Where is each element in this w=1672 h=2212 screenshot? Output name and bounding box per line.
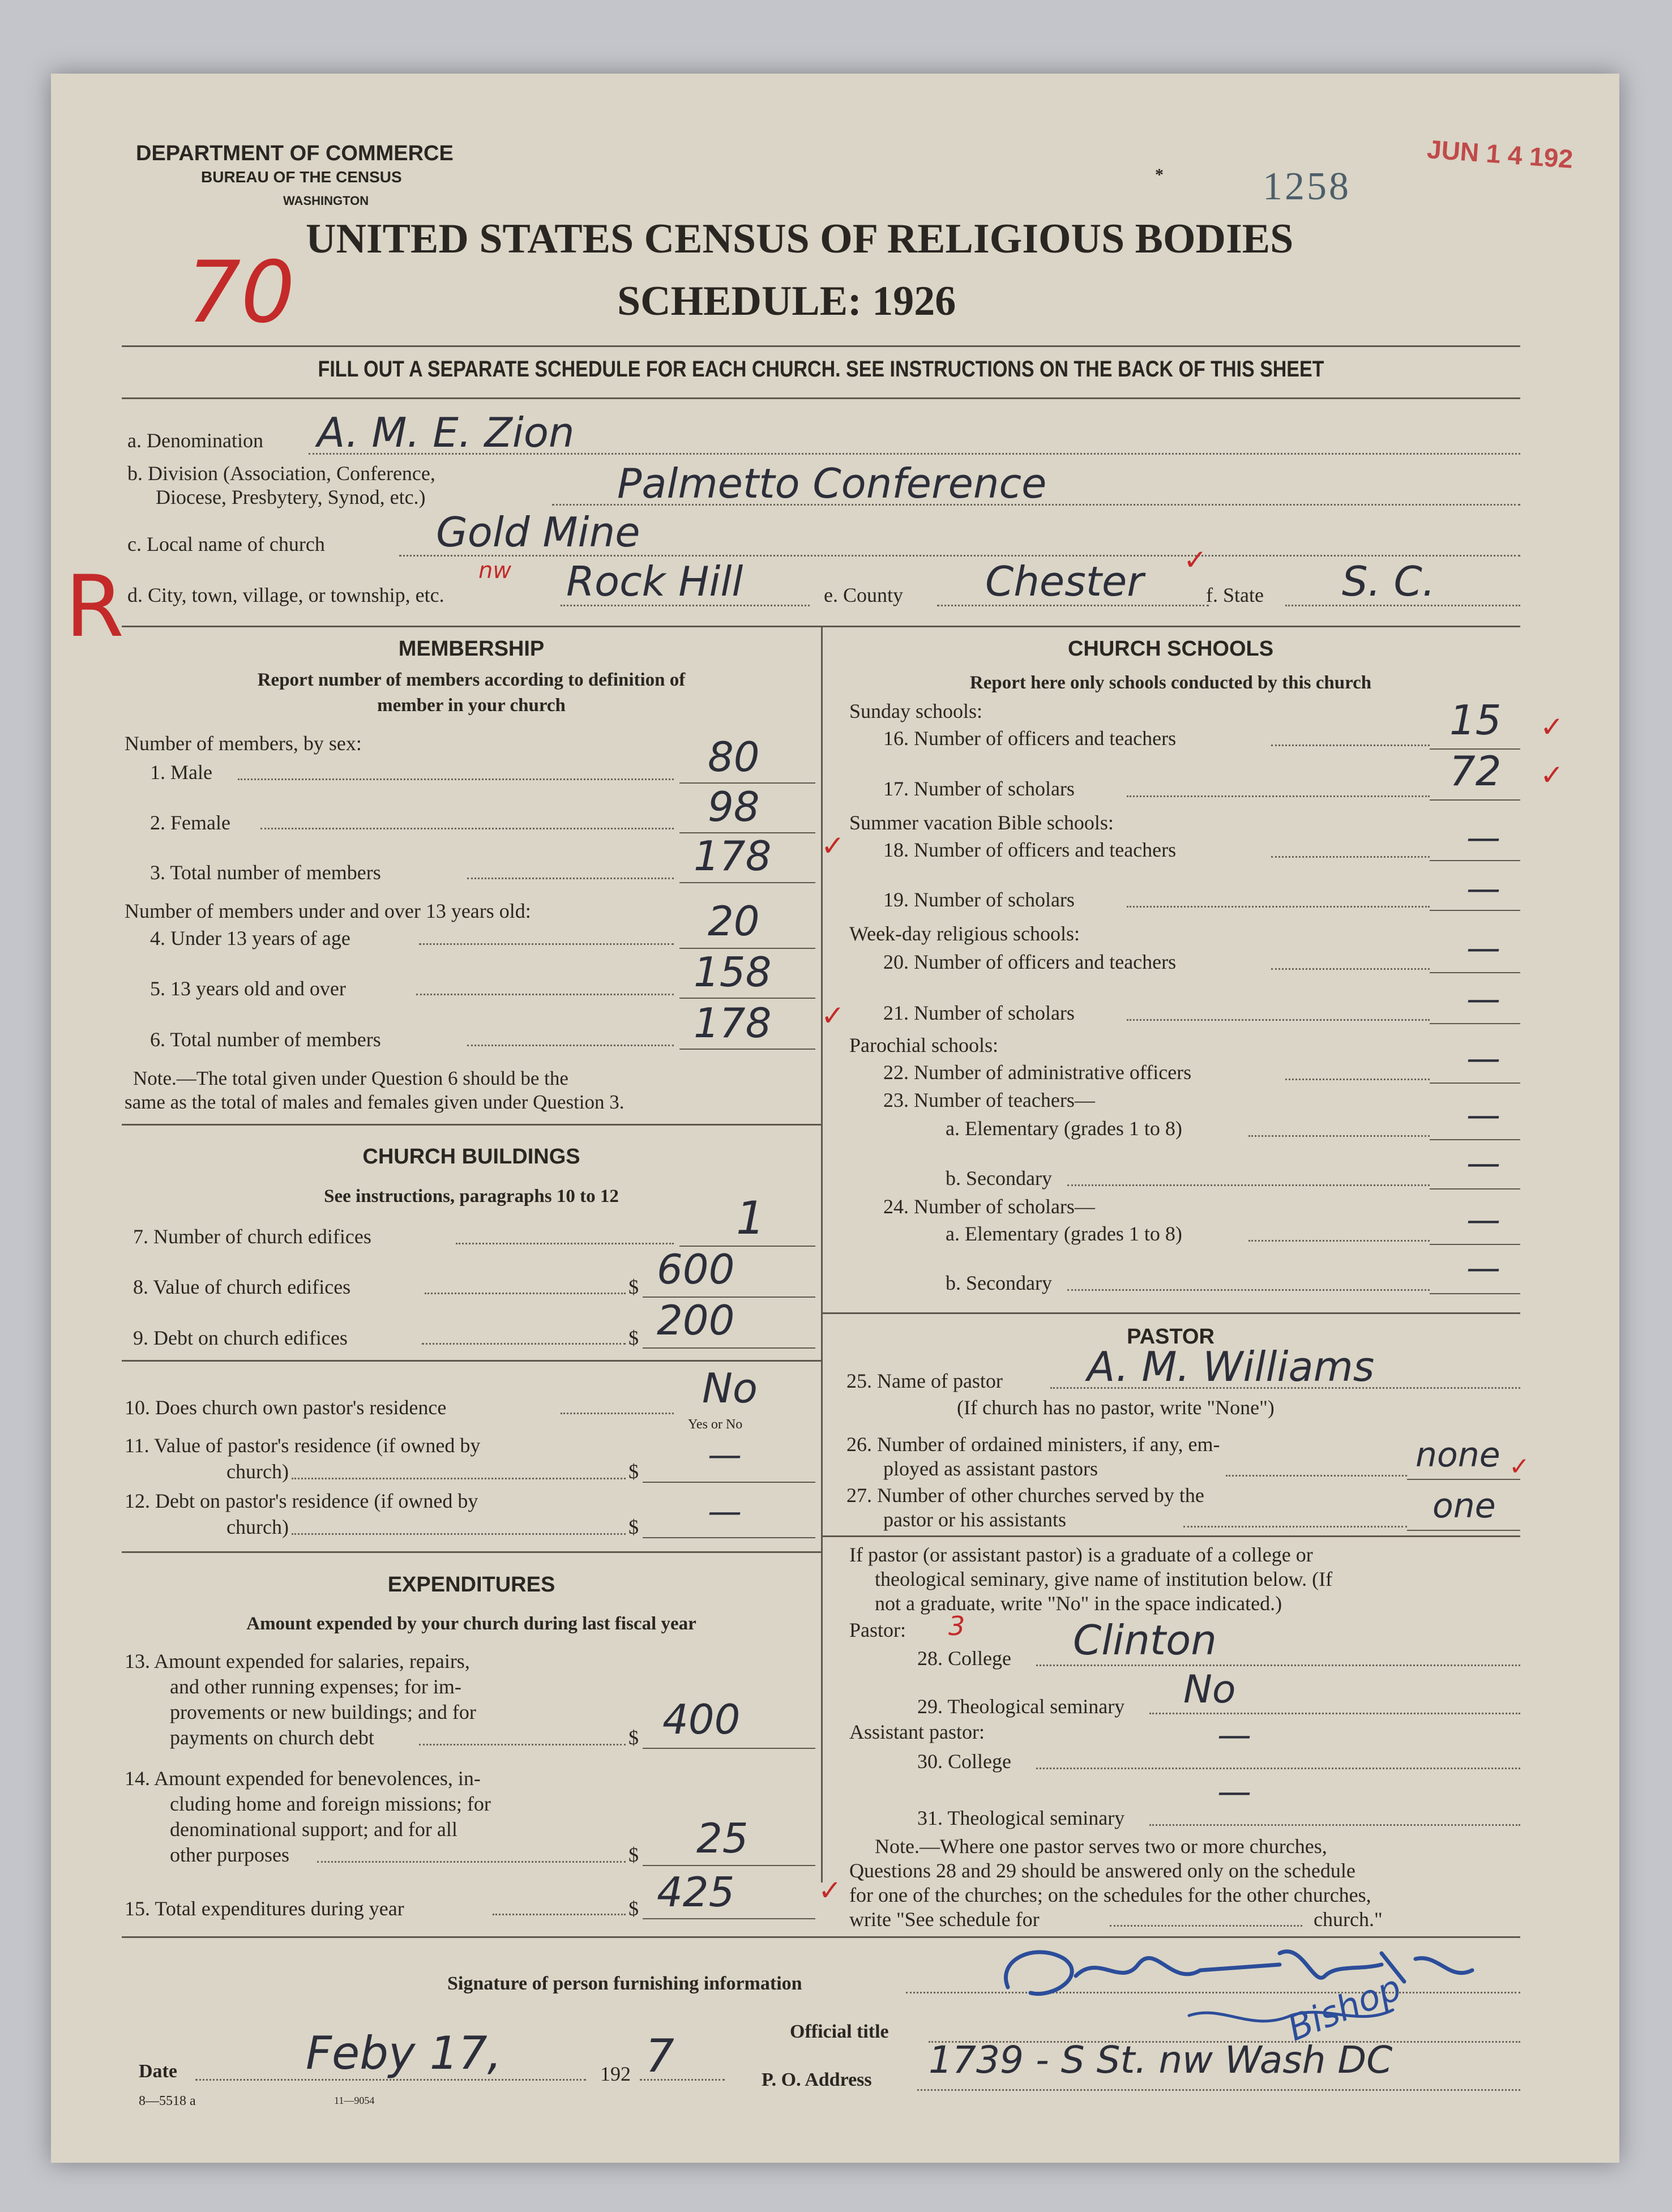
buildings-heading: CHURCH BUILDINGS <box>362 1145 580 1169</box>
q11-value: — <box>708 1435 742 1475</box>
q18-label: 18. Number of officers and teachers <box>883 838 1177 861</box>
state-value: S. C. <box>1342 558 1435 605</box>
yes-or-no-hint: Yes or No <box>688 1417 743 1432</box>
graduate-instruction-3: not a graduate, write "No" in the space indicated.) <box>875 1592 1282 1615</box>
q31-value: — <box>1217 1772 1251 1812</box>
q1-value: 80 <box>708 733 760 781</box>
schedule-number: 1258 <box>1263 165 1351 208</box>
q20-value: — <box>1466 929 1500 968</box>
q16-label: 16. Number of officers and teachers <box>883 727 1177 750</box>
q27-value: one <box>1432 1486 1496 1526</box>
state-label: f. State <box>1206 584 1264 606</box>
handwritten-mark-r: R <box>65 558 125 656</box>
q12-label: 12. Debt on pastor's residence (if owned by <box>125 1490 478 1512</box>
assistant-pastor-subheading: Assistant pastor: <box>849 1721 985 1743</box>
q13-label-2: and other running expenses; for im- <box>170 1675 461 1698</box>
q6-label: 6. Total number of members <box>150 1028 381 1051</box>
age-heading: Number of members under and over 13 years old: <box>125 900 531 922</box>
signature-scribble <box>985 1919 1540 2044</box>
separate-schedule-instruction: FILL OUT A SEPARATE SCHEDULE FOR EACH CHURCH. SEE INSTRUCTIONS ON THE BACK OF THIS SHEET <box>318 357 1324 382</box>
q25-label: 25. Name of pastor <box>846 1370 1003 1392</box>
form-title: UNITED STATES CENSUS OF RELIGIOUS BODIES <box>306 216 1294 262</box>
official-title-label: Official title <box>790 2021 889 2042</box>
q7-value: 1 <box>736 1192 765 1244</box>
q23a-value: — <box>1466 1096 1500 1135</box>
form-subtitle: SCHEDULE: 1926 <box>617 278 956 324</box>
handwritten-mark-70: 70 <box>187 243 295 342</box>
q13-label: 13. Amount expended for salaries, repairs, <box>125 1650 470 1672</box>
expenditures-subheading: Amount expended by your church during last fiscal year <box>246 1614 696 1634</box>
weekday-schools-heading: Week-day religious schools: <box>849 922 1080 945</box>
denomination-value: A. M. E. Zion <box>317 409 575 456</box>
po-address-value: 1739 - S St. nw Wash DC <box>929 2038 1393 2082</box>
q23b-value: — <box>1466 1144 1500 1183</box>
pastor-note-4b: church." <box>1314 1908 1383 1931</box>
pastor-heading: PASTOR <box>1127 1325 1215 1349</box>
local-name-value: Gold Mine <box>436 508 640 556</box>
signature-label: Signature of person furnishing information <box>447 1973 802 1994</box>
q5-value: 158 <box>694 948 772 996</box>
q4-value: 20 <box>708 897 760 945</box>
q14-dollar: $ <box>628 1843 639 1866</box>
q9-value: 200 <box>657 1297 735 1344</box>
q17-value: 72 <box>1449 747 1502 795</box>
q28-value: Clinton <box>1073 1616 1217 1664</box>
pastor-note-2: Questions 28 and 29 should be answered only on the schedule <box>849 1859 1355 1882</box>
q25-value: A. M. Williams <box>1087 1343 1375 1390</box>
members-by-sex-heading: Number of members, by sex: <box>125 732 362 755</box>
q26-label-2: ployed as assistant pastors <box>883 1457 1098 1480</box>
county-label: e. County <box>824 584 903 606</box>
q24b-label: b. Secondary <box>946 1272 1052 1294</box>
q29-value: No <box>1183 1667 1236 1712</box>
nw-annotation: nw <box>478 558 512 584</box>
q6-value: 178 <box>694 999 772 1047</box>
pastor-note-1: Note.—Where one pastor serves two or more churches, <box>875 1835 1327 1858</box>
membership-note-1: Note.—The total given under Question 6 should be the <box>133 1067 568 1089</box>
q13-value: 400 <box>662 1696 741 1743</box>
year-value: 7 <box>645 2030 674 2082</box>
q31-label: 31. Theological seminary <box>917 1807 1125 1829</box>
schools-subheading: Report here only schools conducted by this church <box>969 673 1372 693</box>
q14-label-2: cluding home and foreign missions; for <box>170 1792 491 1815</box>
q17-label: 17. Number of scholars <box>883 777 1075 800</box>
parochial-schools-heading: Parochial schools: <box>849 1034 998 1056</box>
q23a-label: a. Elementary (grades 1 to 8) <box>946 1117 1182 1140</box>
local-name-label: c. Local name of church <box>127 533 325 555</box>
schools-heading: CHURCH SCHOOLS <box>1067 637 1274 661</box>
q15-value: 425 <box>657 1868 735 1916</box>
summer-schools-heading: Summer vacation Bible schools: <box>849 811 1114 834</box>
q21-value: — <box>1466 979 1500 1019</box>
bureau-city: WASHINGTON <box>283 194 369 208</box>
division-label-2: Diocese, Presbytery, Synod, etc.) <box>156 486 426 508</box>
q30-value: — <box>1217 1715 1251 1755</box>
buildings-subheading: See instructions, paragraphs 10 to 12 <box>324 1186 619 1206</box>
q29-label: 29. Theological seminary <box>917 1695 1125 1718</box>
q15-check-mark: ✓ <box>818 1874 842 1907</box>
q7-label: 7. Number of church edifices <box>133 1225 371 1248</box>
q25-note: (If church has no pastor, write "None") <box>957 1396 1275 1419</box>
date-value: Feby 17, <box>306 2027 502 2080</box>
asterisk-mark: * <box>1155 165 1164 184</box>
q11-dollar: $ <box>628 1460 639 1483</box>
q27-label: 27. Number of other churches served by the <box>846 1484 1204 1507</box>
denomination-label: a. Denomination <box>127 429 263 452</box>
q14-value: 25 <box>696 1815 749 1862</box>
pastor-note-3: for one of the churches; on the schedules for the other churches, <box>849 1884 1371 1906</box>
q9-label: 9. Debt on church edifices <box>133 1327 348 1349</box>
q11-label: 11. Value of pastor's residence (if owned by <box>125 1434 481 1457</box>
q17-check-mark: ✓ <box>1540 759 1564 791</box>
q14-label: 14. Amount expended for benevolences, in- <box>125 1767 481 1790</box>
q14-label-4: other purposes <box>170 1843 289 1866</box>
q23b-label: b. Secondary <box>946 1167 1052 1190</box>
date-label: Date <box>139 2061 177 2082</box>
q24b-value: — <box>1466 1248 1500 1288</box>
q19-label: 19. Number of scholars <box>883 888 1075 911</box>
official-title-value: Bishop <box>1281 1966 1407 2050</box>
q19-value: — <box>1466 869 1500 909</box>
membership-heading: MEMBERSHIP <box>398 637 545 661</box>
q2-label: 2. Female <box>150 811 230 834</box>
q24-label: 24. Number of scholars— <box>883 1195 1095 1218</box>
membership-intro-2: member in your church <box>377 695 566 716</box>
q26-check-mark: ✓ <box>1509 1452 1530 1481</box>
department-name: DEPARTMENT OF COMMERCE <box>136 142 454 165</box>
pastor-subheading: Pastor: <box>849 1619 906 1641</box>
graduate-instruction-2: theological seminary, give name of institution below. (If <box>875 1568 1333 1590</box>
q6-check-mark: ✓ <box>821 999 845 1032</box>
check-mark: ✓ <box>1183 544 1207 576</box>
form-number: 8—5518 a <box>139 2094 196 2108</box>
q28-label: 28. College <box>917 1647 1011 1670</box>
q27-label-2: pastor or his assistants <box>883 1508 1066 1531</box>
q15-label: 15. Total expenditures during year <box>125 1897 404 1920</box>
q3-value: 178 <box>694 832 772 880</box>
q16-value: 15 <box>1449 696 1502 744</box>
city-value: Rock Hill <box>566 558 743 605</box>
q9-dollar: $ <box>628 1327 639 1349</box>
q3-check-mark: ✓ <box>821 829 845 862</box>
q13-label-4: payments on church debt <box>170 1726 374 1749</box>
year-prefix: 192 <box>600 2063 631 2085</box>
date-received-stamp: JUN 1 4 192 <box>1426 134 1574 174</box>
q26-label: 26. Number of ordained ministers, if any, em- <box>846 1433 1220 1456</box>
county-value: Chester <box>985 558 1144 605</box>
pastor-mark-3: 3 <box>948 1611 965 1641</box>
q8-label: 8. Value of church edifices <box>133 1276 351 1298</box>
q20-label: 20. Number of officers and teachers <box>883 951 1177 973</box>
q10-value: No <box>702 1364 758 1412</box>
q12-value: — <box>708 1492 742 1531</box>
expenditures-heading: EXPENDITURES <box>387 1573 555 1597</box>
q12-dollar: $ <box>628 1516 639 1538</box>
q14-label-3: denominational support; and for all <box>170 1818 457 1841</box>
city-label: d. City, town, village, or township, etc. <box>127 584 444 606</box>
membership-intro-1: Report number of members according to definition of <box>257 670 686 690</box>
pastor-note-4: write "See schedule for <box>849 1908 1040 1931</box>
bureau-name: BUREAU OF THE CENSUS <box>201 168 402 186</box>
q8-dollar: $ <box>628 1276 639 1298</box>
sunday-schools-heading: Sunday schools: <box>849 700 983 722</box>
division-label: b. Division (Association, Conference, <box>127 462 435 485</box>
q21-label: 21. Number of scholars <box>883 1002 1075 1024</box>
q22-label: 22. Number of administrative officers <box>883 1061 1192 1084</box>
po-address-label: P. O. Address <box>762 2069 872 2090</box>
q13-label-3: provements or new buildings; and for <box>170 1701 476 1723</box>
q13-dollar: $ <box>628 1726 639 1749</box>
q30-label: 30. College <box>917 1750 1011 1773</box>
q10-label: 10. Does church own pastor's residence <box>125 1396 447 1419</box>
q3-label: 3. Total number of members <box>150 861 381 884</box>
division-value: Palmetto Conference <box>617 460 1047 507</box>
q4-label: 4. Under 13 years of age <box>150 927 350 949</box>
q2-value: 98 <box>708 783 760 831</box>
q26-value: none <box>1416 1435 1500 1475</box>
q22-value: — <box>1466 1039 1500 1079</box>
q15-dollar: $ <box>628 1897 639 1920</box>
q5-label: 5. 13 years old and over <box>150 977 346 1000</box>
membership-note-2: same as the total of males and females given under Question 3. <box>125 1091 625 1113</box>
q8-value: 600 <box>657 1246 735 1293</box>
q11-label-2: church) <box>226 1460 289 1483</box>
q24a-value: — <box>1466 1200 1500 1240</box>
q18-value: — <box>1466 818 1500 858</box>
q16-check-mark: ✓ <box>1540 711 1564 743</box>
q1-label: 1. Male <box>150 761 212 784</box>
q12-label-2: church) <box>226 1516 289 1538</box>
q23-label: 23. Number of teachers— <box>883 1089 1095 1111</box>
graduate-instruction-1: If pastor (or assistant pastor) is a graduate of a college or <box>849 1543 1313 1566</box>
print-number: 11—9054 <box>334 2095 375 2106</box>
q24a-label: a. Elementary (grades 1 to 8) <box>946 1222 1182 1245</box>
